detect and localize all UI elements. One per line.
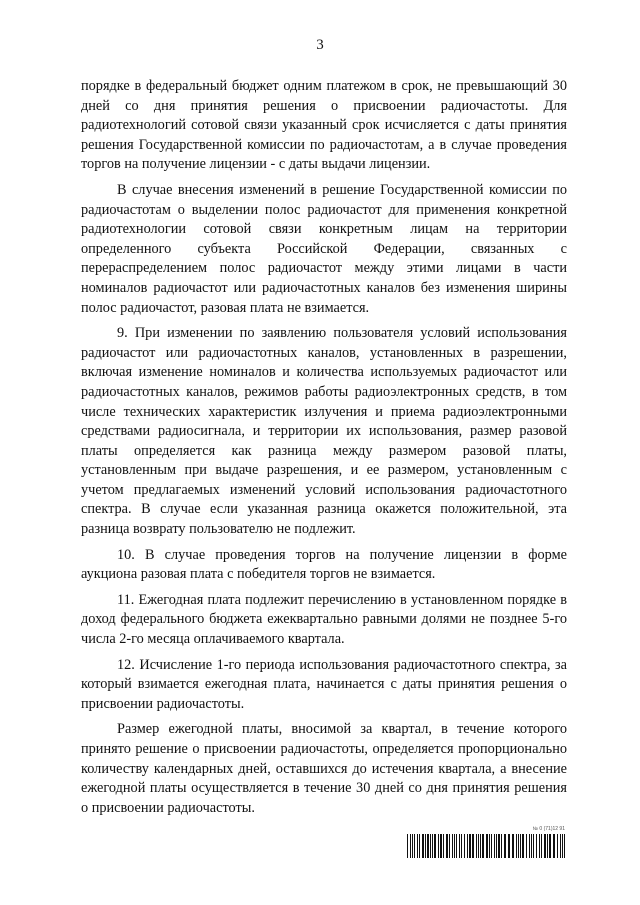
- document-body: [81, 77, 567, 818]
- paragraph-continuation: порядке в федеральный бюджет одним платежом в срок, не превышающий 30 дней со дня принятия решения о присвоении радиочастоты. Для радиотехнологий сотовой связи указанный срок исчисляется с даты принятия решения Государственной комиссии по радиочастотам, а в случае проведения торгов на получение лицензии - с даты выдачи лицензии.: [81, 78, 567, 173]
- barcode-image: [407, 834, 565, 858]
- paragraph-item-11: 11. Ежегодная плата подлежит перечислению в установленном порядке в доход федерального бюджета ежеквартально равными долями не позднее 5-го числа 2-го месяца оплачиваемого квартала.: [81, 591, 567, 648]
- paragraph-item-9: 9. При изменении по заявлению пользователя условий использования радиочастот или радиочастотных каналов, установленных в разрешении, включая изменение номиналов и количества используемых радиочастот или радиочастотных каналов, режимов работы радиоэлектронных средств, в том числе технических характеристик излучения и приема радиоэлектронными средствами радиосигнала, и территории их использования, размер разовой платы определяется как разница между размером разовой платы, установленным при выдаче разрешения, и ее размером, установленным с учетом предлагаемых изменений условий использования радиочастотного спектра. В случае если указанная разница окажется положительной, эта разница возврату пользователю не подлежит.: [81, 325, 567, 538]
- page-number: 3: [316, 37, 324, 53]
- paragraph-item-12: 12. Исчисление 1-го периода использования радиочастотного спектра, за который взимается ежегодная плата, начинается с даты принятия решения о присвоении радиочастоты.: [81, 656, 567, 712]
- paragraph-item-10: 10. В случае проведения торгов на получение лицензии в форме аукциона разовая плата с победителя торгов не взимается.: [81, 546, 567, 583]
- paragraph-changes: В случае внесения изменений в решение Государственной комиссии по радиочастотам о выделении полос радиочастот для применения конкретной радиотехнологии сотовой связи конкретным лицам на территории определенного субъекта Российской Федерации, связанных с перераспределением полос радиочастот между этими лицами в части номиналов радиочастот или радиочастотных каналов без изменения ширины полос радиочастот, разовая плата не взимается.: [81, 181, 567, 316]
- barcode-caption: № 0 (71)12 91: [532, 826, 565, 832]
- paragraph-quarterly-amount: Размер ежегодной платы, вносимой за квартал, в течение которого принято решение о присвоении радиочастоты, определяется пропорционально количеству календарных дней, оставшихся до истечения квартала, а внесение ежегодной платы осуществляется в течение 30 дней со дня принятия решения о присвоении радиочастоты.: [81, 721, 567, 816]
